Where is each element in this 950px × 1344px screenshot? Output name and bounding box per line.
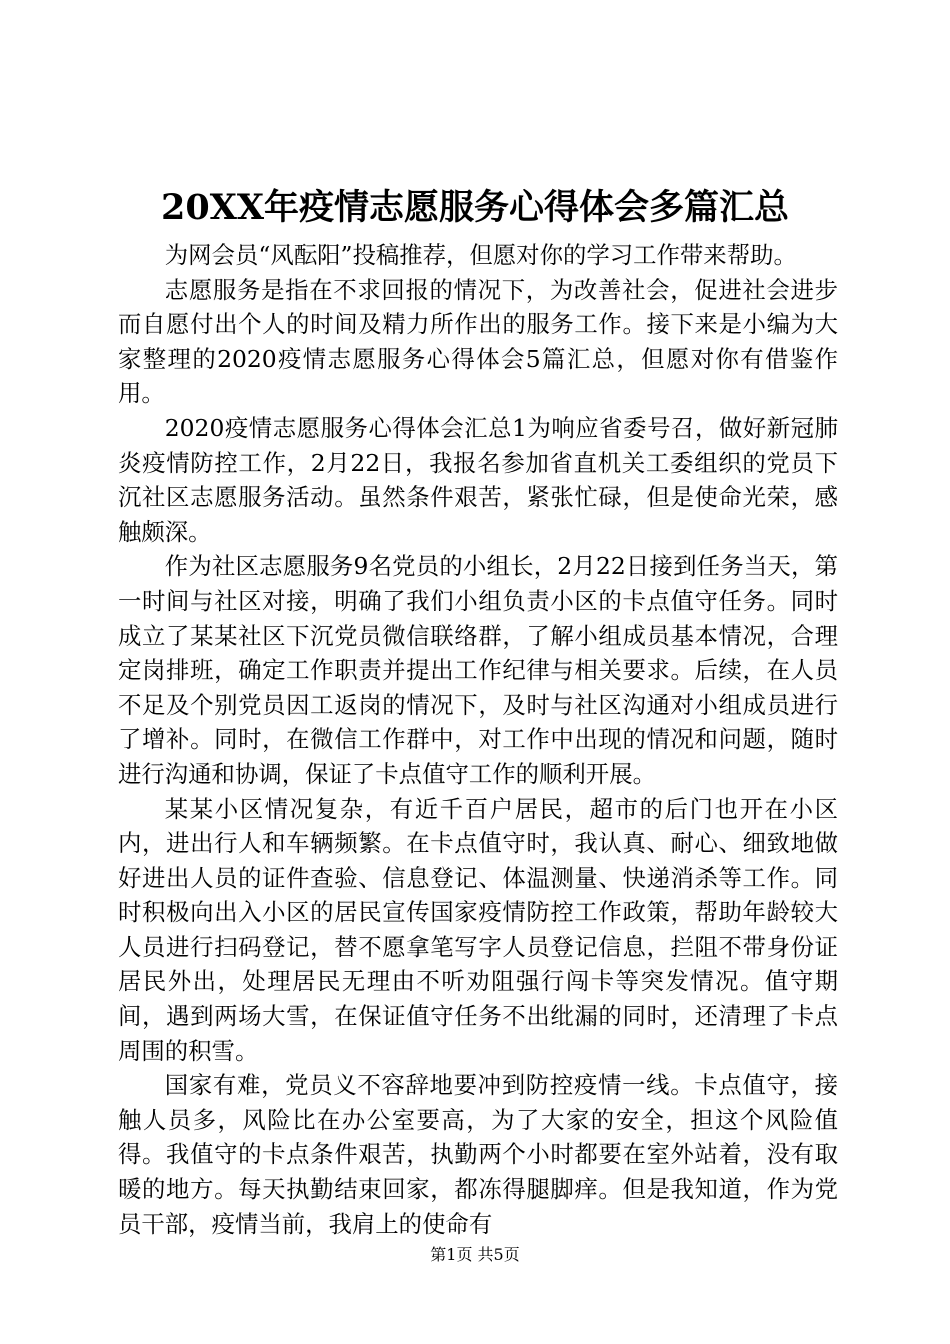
paragraph: 国家有难，党员义不容辞地要冲到防控疫情一线。卡点值守，接触人员多，风险比在办公室要高，为了大家的安全，担这个风险值得。我值守的卡点条件艰苦，执勤两个小时都要在室外站着，没有取暖的地方。每天执勤结束回家，都冻得腿脚痒。但是我知道，作为党员干部，疫情当前，我肩上的使命有 [118,1071,838,1238]
paragraph: 某某小区情况复杂，有近千百户居民，超市的后门也开在小区内，进出行人和车辆频繁。在卡点值守时，我认真、耐心、细致地做好进出人员的证件查验、信息登记、体温测量、快递消杀等工作。同时积极向出入小区的居民宣传国家疫情防控工作政策，帮助年龄较大人员进行扫码登记，替不愿拿笔写字人员登记信息，拦阻不带身份证居民外出，处理居民无理由不听劝阻强行闯卡等突发情况。值守期间，遇到两场大雪，在保证值守任务不出纰漏的同时，还清理了卡点周围的积雪。 [118,794,838,1065]
paragraph: 志愿服务是指在不求回报的情况下，为改善社会，促进社会进步而自愿付出个人的时间及精力所作出的服务工作。接下来是小编为大家整理的2020疫情志愿服务心得体会5篇汇总，但愿对你有借鉴作用。 [118,275,838,408]
document-body [118,238,838,1241]
paragraph: 为网会员“风酝阳”投稿推荐，但愿对你的学习工作带来帮助。 [164,241,797,269]
paragraph: 2020疫情志愿服务心得体会汇总1为响应省委号召，做好新冠肺炎疫情防控工作，2月22日，我报名参加省直机关工委组织的党员下沉社区志愿服务活动。虽然条件艰苦，紧张忙碌，但是使命光荣，感触颇深。 [118,413,838,546]
document-title: 20XX年疫情志愿服务心得体会多篇汇总 [160,187,790,228]
paragraph: 作为社区志愿服务9名党员的小组长，2月22日接到任务当天，第一时间与社区对接，明确了我们小组负责小区的卡点值守任务。同时成立了某某社区下沉党员微信联络群，了解小组成员基本情况，合理定岗排班，确定工作职责并提出工作纪律与相关要求。后续，在人员不足及个别党员因工返岗的情况下，及时与社区沟通对小组成员进行了增补。同时，在微信工作群中，对工作中出现的情况和问题，随时进行沟通和协调，保证了卡点值守工作的顺利开展。 [118,552,838,788]
page-number-footer: 第1页 共5页 [430,1245,520,1264]
